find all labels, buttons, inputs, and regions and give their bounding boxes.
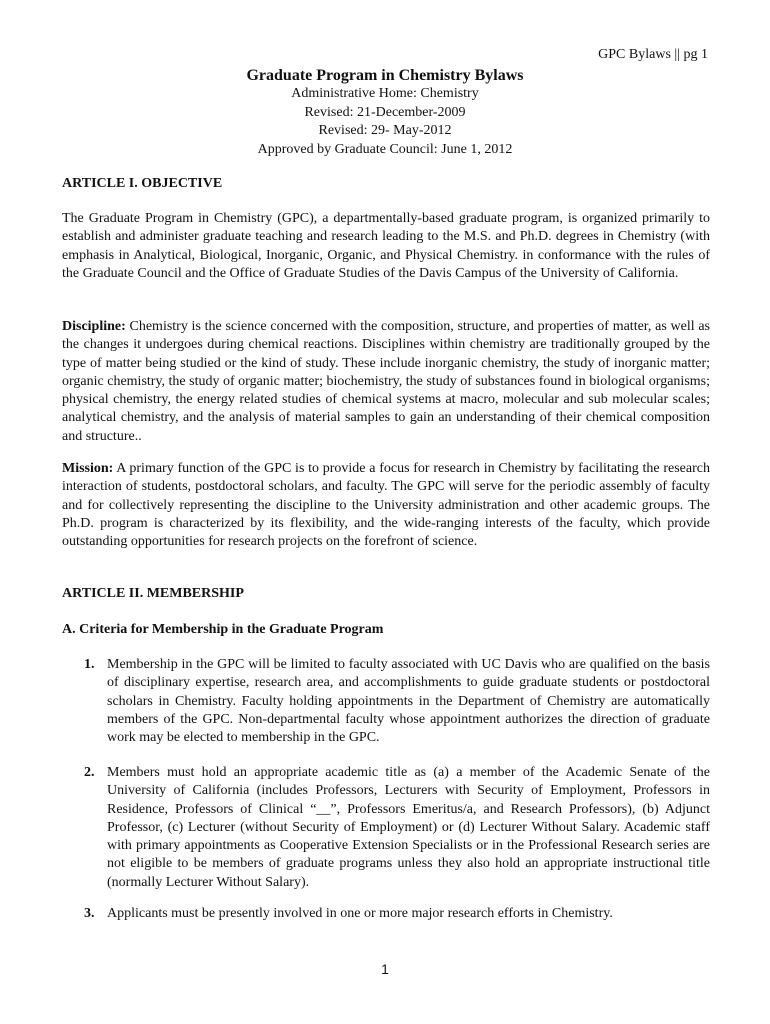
title-block <box>0 66 770 159</box>
mission-text: A primary function of the GPC is to provide a focus for research in Chemistry by facilitating the research interaction of students, postdoctoral scholars, and faculty. The GPC will serve for the periodic assembly of faculty and for collectively representing the discipline to the University administration and other academic groups. The Ph.D. program is characterized by its flexibility, and the wide-ranging interests of the faculty, which provide outstanding opportunities for research projects on the forefront of science. <box>62 461 710 550</box>
criteria-item-number: 2. <box>84 765 95 780</box>
discipline-section <box>62 318 710 446</box>
discipline-label: Discipline: <box>62 319 126 334</box>
criteria-item-number: 1. <box>84 657 95 672</box>
article-1-objective <box>62 210 710 283</box>
criteria-list <box>62 905 710 923</box>
article-2-heading: ARTICLE II. MEMBERSHIP <box>62 586 244 601</box>
discipline-paragraph <box>62 318 710 446</box>
approval-line: Approved by Graduate Council: June 1, 2012 <box>257 141 513 157</box>
membership-criteria-heading: A. Criteria for Membership in the Graduate Program <box>62 622 384 637</box>
mission-section <box>62 460 710 551</box>
criteria-item <box>62 764 710 892</box>
criteria-item <box>62 656 710 747</box>
document-title: Graduate Program in Chemistry Bylaws <box>246 67 524 84</box>
criteria-item-number: 3. <box>84 906 95 921</box>
running-head: GPC Bylaws || pg 1 <box>598 47 708 62</box>
revision-date-line: Revised: 21-December-2009 <box>304 104 466 120</box>
mission-paragraph <box>62 460 710 551</box>
objective-paragraph: The Graduate Program in Chemistry (GPC), a departmentally-based graduate program, is organized primarily to establish and administer graduate teaching and research leading to the M.S. and Ph.D. degrees in Chemistry (with emphasis in Analytical, Biological, Inorganic, Organic, and Physical Chemistry. in conformance with the rules of the Graduate Council and the Office of Graduate Studies of the Davis Campus of the University of California. <box>62 211 710 281</box>
criteria-item-text: Applicants must be presently involved in one or more major research efforts in Chemistry. <box>107 906 613 921</box>
discipline-text: Chemistry is the science concerned with the composition, structure, and properties of matter, as well as the changes it undergoes during chemical reactions. Disciplines within chemistry are traditionally grouped by the type of matter being studied or the kind of study. These include inorganic chemistry, the study of inorganic matter; organic chemistry, the study of organic matter; biochemistry, the study of substances found in biological organisms; physical chemistry, the energy related studies of chemical systems at macro, molecular and sub molecular scales; analytical chemistry, and the analysis of material samples to gain an understanding of their chemical composition and structure.. <box>62 319 710 444</box>
criteria-item <box>62 905 710 923</box>
mission-label: Mission: <box>62 461 114 476</box>
administrative-home-line: Administrative Home: Chemistry <box>291 86 479 101</box>
criteria-item-text: Membership in the GPC will be limited to faculty associated with UC Davis who are qualified on the basis of disciplinary expertise, research area, and accomplishments to guide graduate students or postdoctoral scholars in Chemistry. Faculty holding appointments in the Department of Chemistry are automatically members of the GPC. Non-departmental faculty whose appointment authorizes the direction of graduate work may be elected to membership in the GPC. <box>107 657 710 746</box>
page-number: 1 <box>381 961 389 977</box>
article-1-heading: ARTICLE I. OBJECTIVE <box>62 176 223 191</box>
criteria-item-text: Members must hold an appropriate academic title as (a) a member of the Academic Senate of the University of California (includes Professors, Lecturers with Security of Employment, Professors in Residence, Professors of Clinical “__”, Professors Emeritus/a, and Research Professors), (b) Adjunct Professor, (c) Lecturer (without Security of Employment) or (d) Lecturer Without Salary. Academic staff with primary appointments as Cooperative Extension Specialists or in the Professional Research series are not eligible to be members of graduate programs unless they also hold an appropriate instructional title (normally Lecturer Without Salary). <box>107 765 710 890</box>
revision-date-line: Revised: 29- May-2012 <box>318 123 452 138</box>
criteria-list <box>62 764 710 892</box>
criteria-list <box>62 656 710 747</box>
